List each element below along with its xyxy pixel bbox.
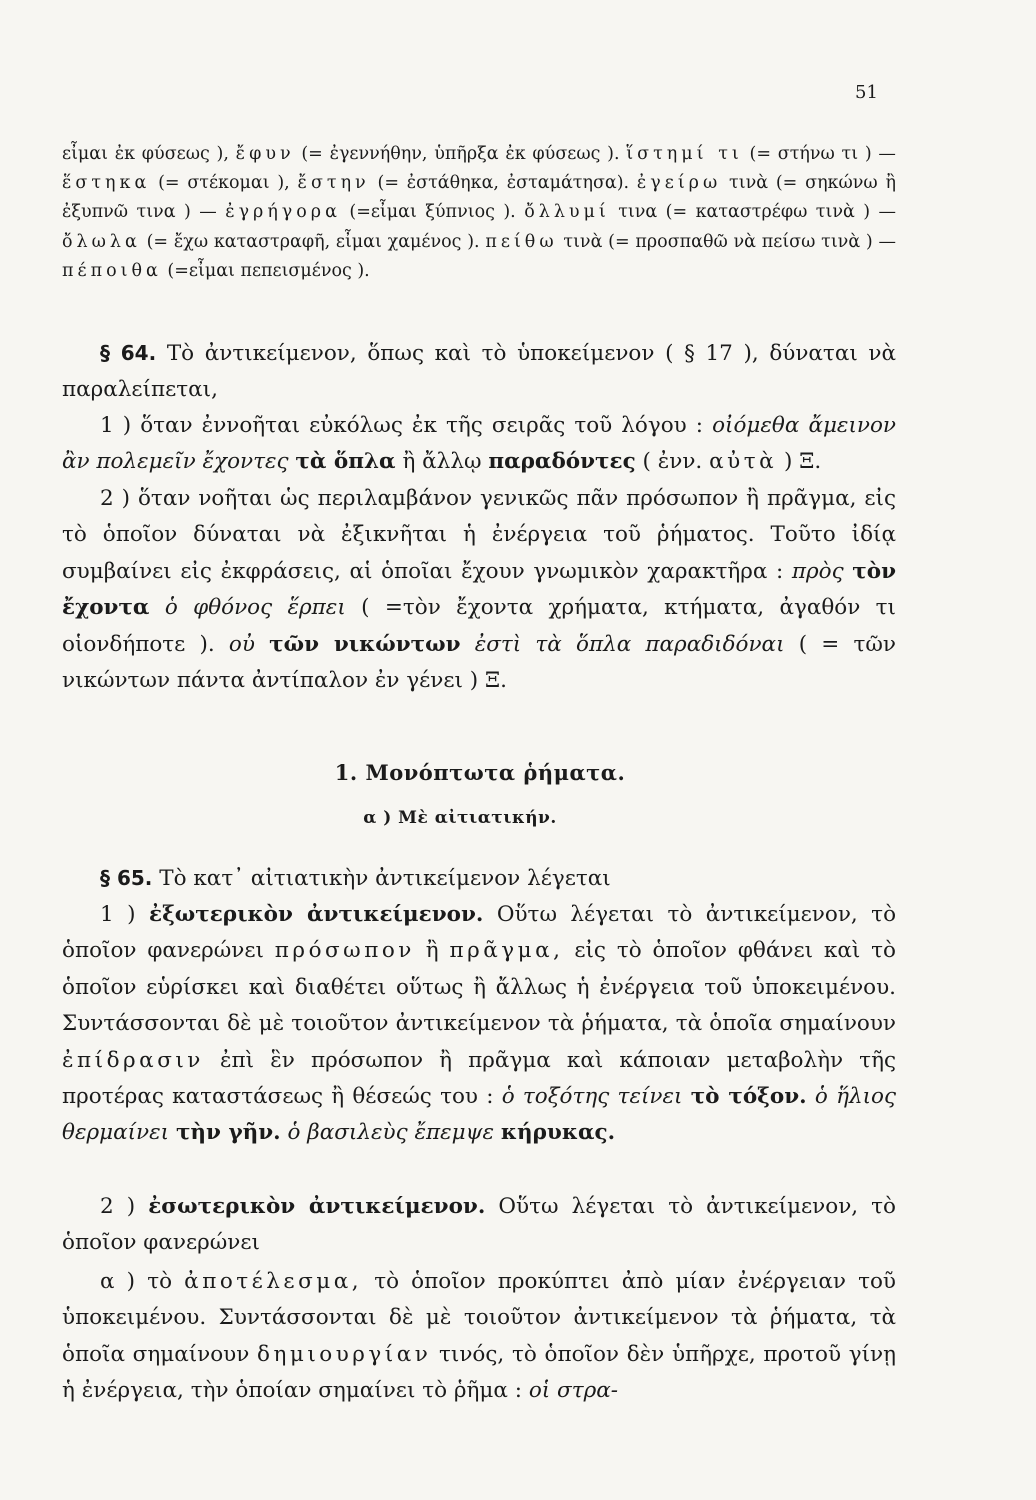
section-65-item-2a: α ) τὸ ἀποτέλεσμα, τὸ ὁποῖον προκύπτει ἀπὸ μίαν ἐνέργειαν τοῦ ὑποκειμένου. Συντάσσονται δὲ μὲ τοιοῦτον ἀντικείμενον τὰ ῥήματα, τὰ ὁποῖα σημαίνουν δημιουργίαν τινός, τὸ ὁποῖον δὲν ὑπῆρχε, προτοῦ γίνῃ ἡ ἐνέργεια, τὴν ὁποίαν σημαίνει τὸ ῥῆμα : οἱ στρα-	[62, 1269, 896, 1404]
example-word: ἔφυν	[235, 144, 295, 164]
example-word: ἐγείρω	[636, 173, 722, 194]
section-65-item-2: 2 ) ἐσωτερικὸν ἀντικείμενον. Οὕτω λέγεται τὸ ἀντικείμενον, τὸ ὁποῖον φανερώνει	[62, 1194, 897, 1256]
page-number: 51	[855, 82, 878, 103]
section-64-item-1: 1 ) ὅταν ἐννοῆται εὐκόλως ἐκ τῆς σειρᾶς τοῦ λόγου : οἰόμεθα ἄμεινον ἂν πολεμεῖν ἔχοντες τὰ ὅπλα ἢ ἄλλῳ παραδόντες ( ἐνν. αὐτὰ ) Ξ.	[62, 413, 896, 475]
example-word: ὄλλυμί	[524, 202, 610, 223]
section-65-intro: § 65. Τὸ κατ᾽ αἰτιατικὴν ἀντικείμενον λέγεται	[100, 866, 611, 891]
example-word: ἵστημί τι	[626, 144, 743, 164]
subheading: α ) Μὲ αἰτιατικήν.	[363, 808, 557, 828]
verb-examples-paragraph: εἶμαι ἐκ φύσεως ), ἔφυν (= ἐγεννήθην, ὑπῆρξα ἐκ φύσεως ). ἵστημί τι (= στήνω τι ) — ἕστηκα (= στέκομαι ), ἔστην (= ἐστάθηκα, ἐσταμάτησα). ἐγείρω τινὰ (= σηκώνω ἢ ἐξυπνῶ τινα ) — ἐγρήγορα (=εἶμαι ξύπνιος ). ὄλλυμί τινα (= καταστρέφω τινὰ ) — ὄλωλα (= ἔχω καταστραφῆ, εἶμαι χαμένος ). πείθω τινὰ (= προσπαθῶ νὰ πείσω τινὰ ) — πέποιθα (=εἶμαι πεπεισμένος ).	[62, 144, 897, 281]
chapter-heading: 1. Μονόπτωτα ῥήματα.	[334, 760, 626, 785]
example-word: ἕστηκα	[62, 173, 151, 194]
section-symbol: § 65.	[100, 866, 153, 890]
example-word: ἐγρήγορα	[225, 202, 341, 223]
section-64-item-2: 2 ) ὅταν νοῆται ὡς περιλαμβάνον γενικῶς πᾶν πρόσωπον ἢ πρᾶγμα, εἰς τὸ ὁποῖον δύναται νὰ ἐξικνῆται ἡ ἐνέργεια τοῦ ῥήματος. Τοῦτο ἰδίᾳ συμβαίνει εἰς ἐκφράσεις, αἱ ὁποῖαι ἔχουν γνωμικὸν χαρακτῆρα : πρὸς τὸν ἔχοντα ὁ φθόνος ἕρπει ( =τὸν ἔχοντα χρήματα, κτήματα, ἀγαθόν τι οἱονδήποτε ). οὐ τῶν νικώντων ἐστὶ τὰ ὅπλα παραδιδόναι ( = τῶν νικώντων πάντα ἀντίπαλον ἐν γένει ) Ξ.	[62, 486, 896, 694]
example-word: ὄλωλα	[62, 231, 141, 252]
example-word: πέποιθα	[62, 260, 162, 281]
example-word: ἔστην	[297, 173, 370, 194]
example-word: πείθω	[485, 231, 558, 252]
section-65-item-1: 1 ) ἐξωτερικὸν ἀντικείμενον. Οὕτω λέγεται τὸ ἀντικείμενον, τὸ ὁποῖον φανερώνει πρόσωπον ἢ πρᾶγμα, εἰς τὸ ὁποῖον φθάνει καὶ τὸ ὁποῖον εὑρίσκει καὶ διαθέτει οὕτως ἢ ἄλλως ἡ ἐνέργεια τοῦ ὑποκειμένου. Συντάσσονται δὲ μὲ τοιοῦτον ἀντικείμενον τὰ ῥήματα, τὰ ὁποῖα σημαίνουν ἐπίδρασιν ἐπὶ ἓν πρόσωπον ἢ πρᾶγμα καὶ κάποιαν μεταβολὴν τῆς προτέρας καταστάσεως ἢ θέσεώς του : ὁ τοξότης τείνει τὸ τόξον. ὁ ἥλιος θερμαίνει τὴν γῆν. ὁ βασιλεὺς ἔπεμψε κήρυκας.	[62, 902, 897, 1146]
section-64-intro: § 64. Τὸ ἀντικείμενον, ὅπως καὶ τὸ ὑποκείμενον ( § 17 ), δύναται νὰ παραλείπεται,	[62, 341, 896, 403]
section-symbol: § 64.	[100, 341, 157, 365]
